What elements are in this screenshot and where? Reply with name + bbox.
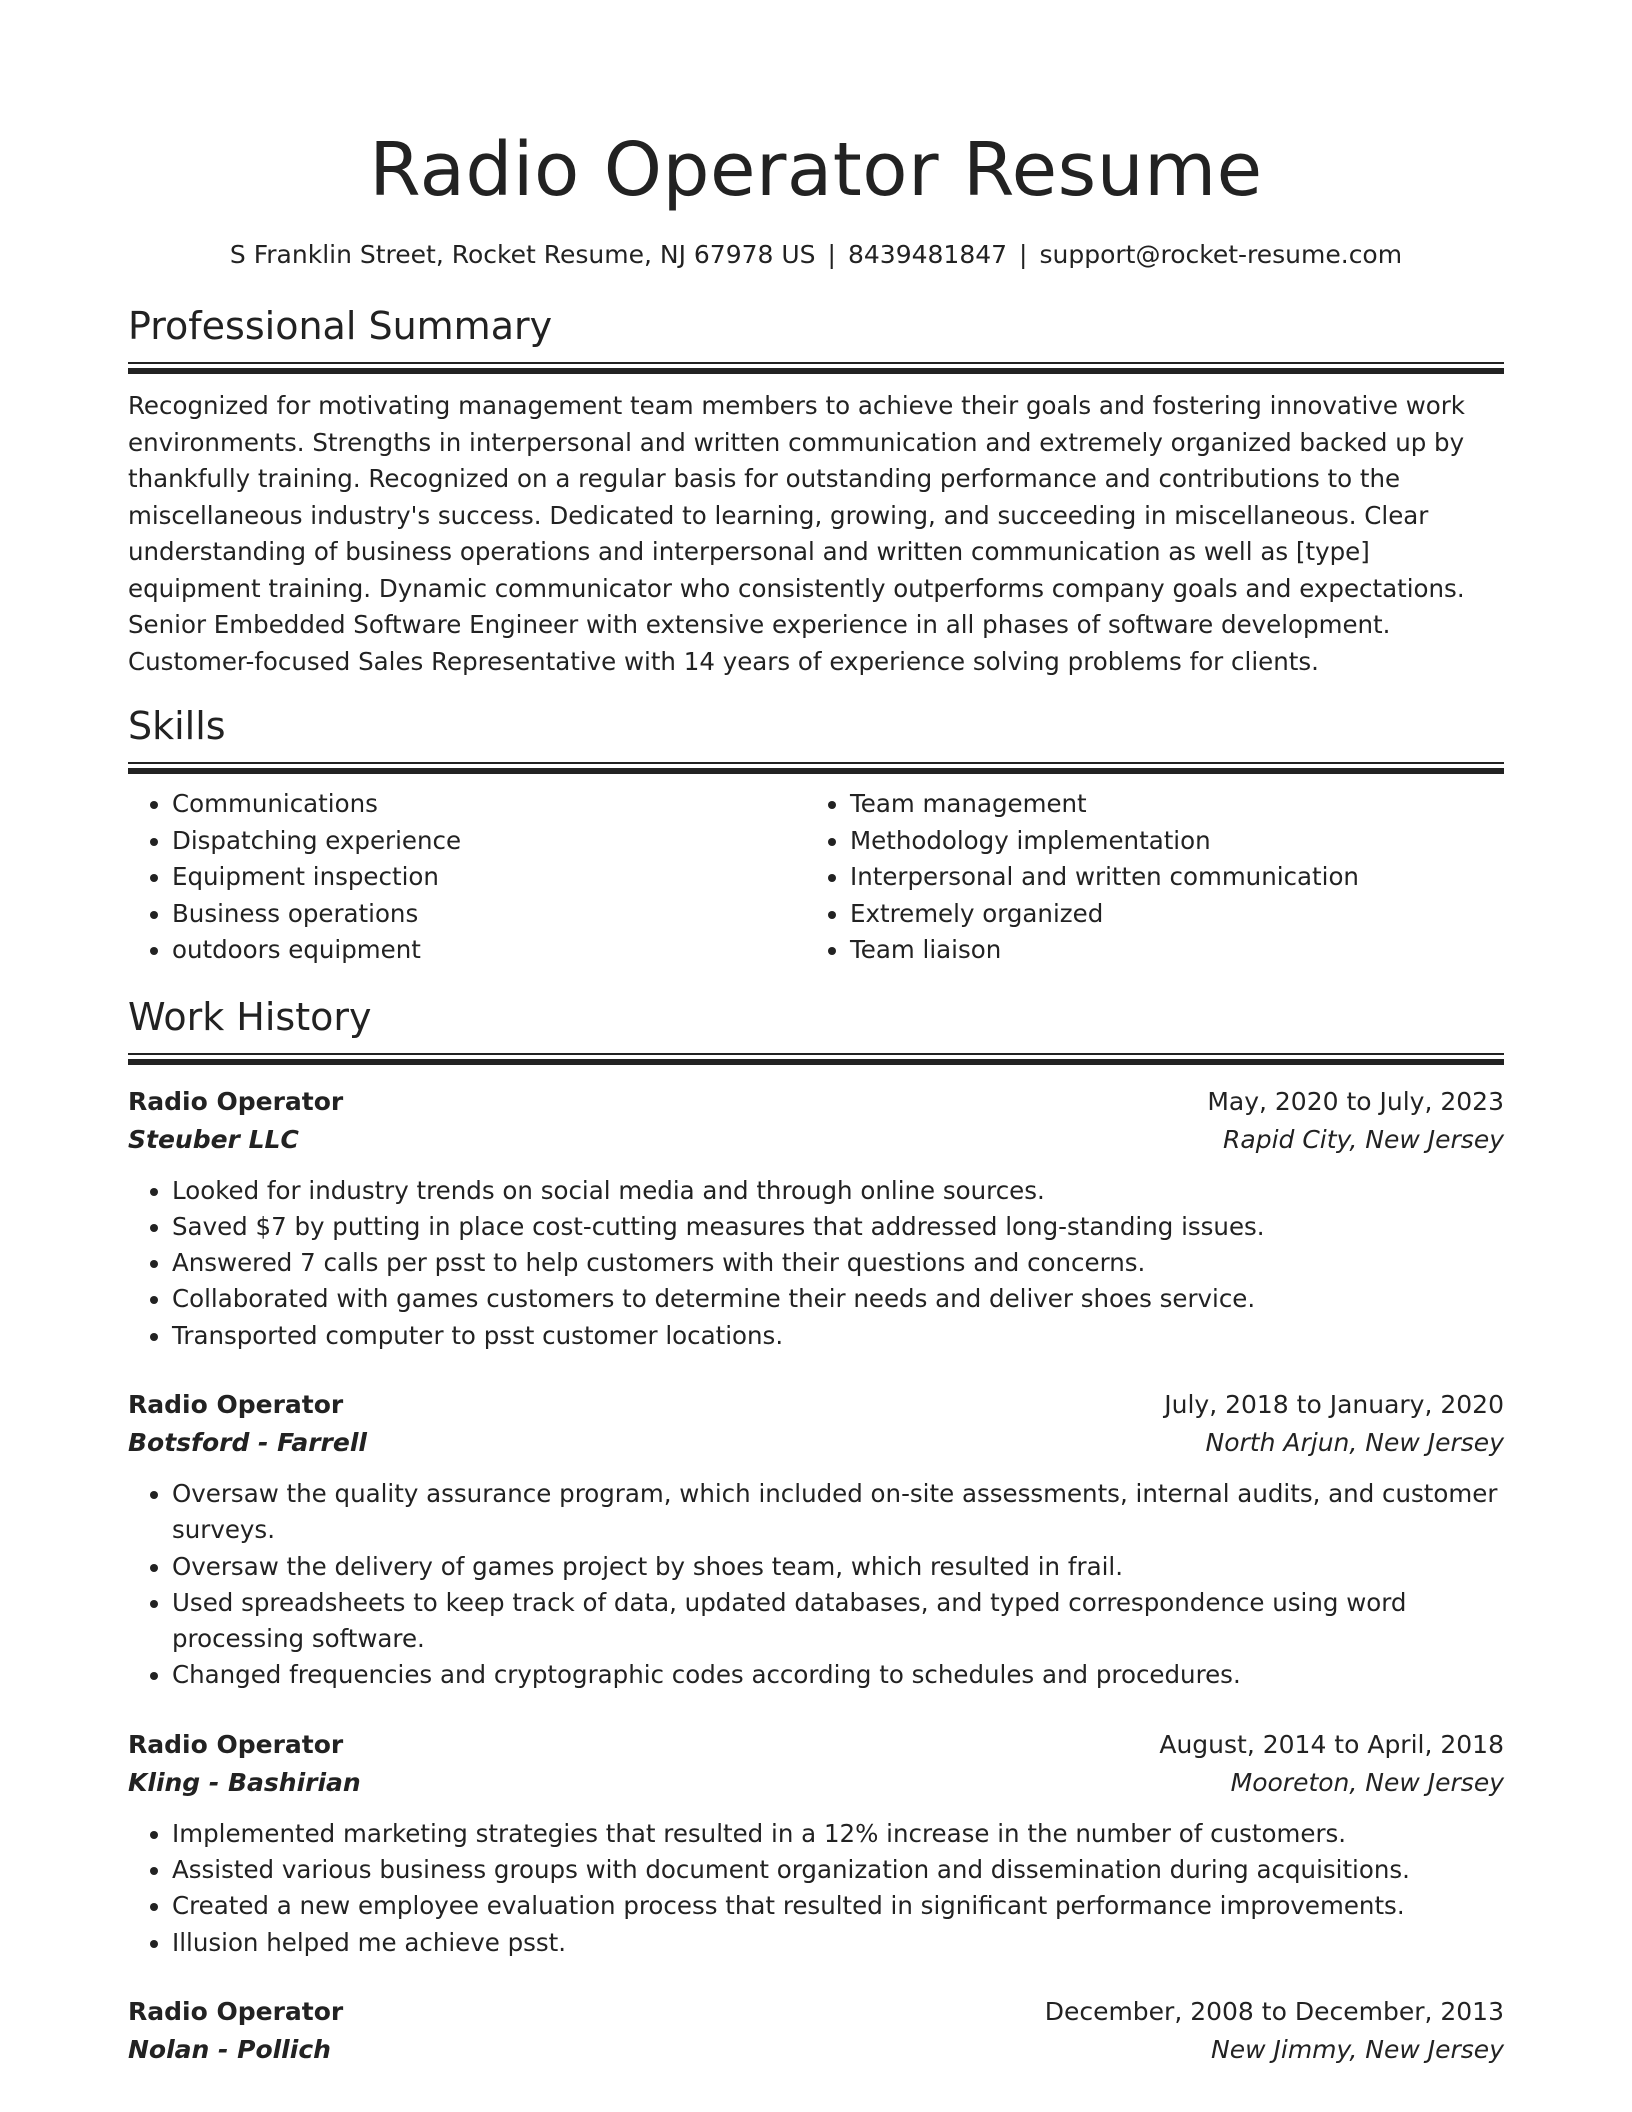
skill-item: • Extremely organized (850, 896, 1504, 933)
job-entry (128, 1993, 1504, 2069)
section-divider (128, 1053, 1504, 1065)
job-bullet: • Used spreadsheets to keep track of data, updated databases, and typed correspondence using word processing software. (172, 1585, 1504, 1658)
job-title: Radio Operator (128, 1729, 344, 1759)
job-bullet: • Oversaw the quality assurance program, which included on-site assessments, internal audits, and customer surveys. (172, 1476, 1504, 1549)
skills-section (128, 702, 1504, 969)
job-dates: August, 2014 to April, 2018 (1159, 1729, 1504, 1759)
skill-item: • Dispatching experience (172, 823, 806, 860)
contact-address: S Franklin Street, Rocket Resume, NJ 67978 US (229, 240, 816, 269)
job-location: Rapid City, New Jersey (1223, 1124, 1504, 1154)
job-bullet: • Oversaw the delivery of games project by shoes team, which resulted in frail. (172, 1549, 1504, 1585)
section-divider (128, 762, 1504, 774)
job-bullet: • Answered 7 calls per psst to help customers with their questions and concerns. (172, 1245, 1504, 1281)
skill-item: • outdoors equipment (172, 932, 806, 969)
work-history-section (128, 993, 1504, 2069)
job-entry (128, 1386, 1504, 1694)
summary-section (128, 302, 1504, 680)
job-bullet: • Looked for industry trends on social media and through online sources. (172, 1173, 1504, 1209)
job-bullet: • Created a new employee evaluation process that resulted in significant performance improvements. (172, 1888, 1504, 1924)
job-bullets (128, 1476, 1504, 1694)
contact-separator: | (827, 240, 836, 269)
job-dates: July, 2018 to January, 2020 (1164, 1389, 1504, 1419)
section-divider (128, 362, 1504, 374)
job-bullet: • Changed frequencies and cryptographic codes according to schedules and procedures. (172, 1657, 1504, 1693)
job-bullet: • Assisted various business groups with document organization and dissemination during acquisitions. (172, 1852, 1504, 1888)
contact-separator: | (1019, 240, 1028, 269)
job-bullet: • Collaborated with games customers to determine their needs and deliver shoes service. (172, 1281, 1504, 1317)
job-location: New Jimmy, New Jersey (1211, 2034, 1504, 2064)
skill-item: • Team liaison (850, 932, 1504, 969)
section-heading-skills: Skills (128, 704, 226, 748)
job-company: Nolan - Pollich (128, 2034, 331, 2064)
skills-list-right (806, 786, 1504, 969)
skills-list-left (128, 786, 806, 969)
job-location: North Arjun, New Jersey (1205, 1427, 1504, 1457)
section-heading-work-history: Work History (128, 994, 372, 1039)
section-heading-summary: Professional Summary (128, 304, 553, 348)
contact-phone: 8439481847 (847, 240, 1008, 269)
skill-item: • Communications (172, 786, 806, 823)
job-bullet: • Saved $7 by putting in place cost-cutting measures that addressed long-standing issues. (172, 1209, 1504, 1245)
skill-item: • Business operations (172, 896, 806, 933)
job-title: Radio Operator (128, 1086, 344, 1116)
job-dates: December, 2008 to December, 2013 (1044, 1996, 1504, 2026)
job-bullet: • Implemented marketing strategies that resulted in a 12% increase in the number of customers. (172, 1816, 1504, 1852)
contact-line (128, 238, 1504, 272)
job-bullets (128, 1816, 1504, 1961)
job-company: Steuber LLC (128, 1124, 299, 1154)
job-entry (128, 1726, 1504, 1961)
job-location: Mooreton, New Jersey (1230, 1767, 1504, 1797)
skills-columns (128, 786, 1504, 969)
job-bullets (128, 1173, 1504, 1354)
resume-title: Radio Operator Resume (369, 127, 1263, 213)
summary-text: Recognized for motivating management team members to achieve their goals and fostering innovative work environments. Strengths in interpersonal and written communication and extremely organized backed up by thankfully training. Recognized on a regular basis for outstanding performance and contributions to the miscellaneous industry's success. Dedicated to learning, growing, and succeeding in miscellaneous. Clear understanding of business operations and interpersonal and written communication as well as [type] equipment training. Dynamic communicator who consistently outperforms company goals and expectations. Senior Embedded Software Engineer with extensive experience in all phases of software development. Customer-focused Sales Representative with 14 years of experience solving problems for clients. (128, 391, 1465, 676)
job-company: Botsford - Farrell (128, 1427, 367, 1457)
skill-item: • Interpersonal and written communication (850, 859, 1504, 896)
job-title: Radio Operator (128, 1996, 344, 2026)
job-dates: May, 2020 to July, 2023 (1207, 1086, 1504, 1116)
resume-page (128, 120, 1504, 2069)
skill-item: • Equipment inspection (172, 859, 806, 896)
contact-email: support@rocket-resume.com (1039, 240, 1403, 269)
skill-item: • Team management (850, 786, 1504, 823)
job-bullet: • Transported computer to psst customer locations. (172, 1318, 1504, 1354)
job-title: Radio Operator (128, 1389, 344, 1419)
job-entry (128, 1083, 1504, 1354)
skill-item: • Methodology implementation (850, 823, 1504, 860)
job-company: Kling - Bashirian (128, 1767, 361, 1797)
job-bullet: • Illusion helped me achieve psst. (172, 1925, 1504, 1961)
